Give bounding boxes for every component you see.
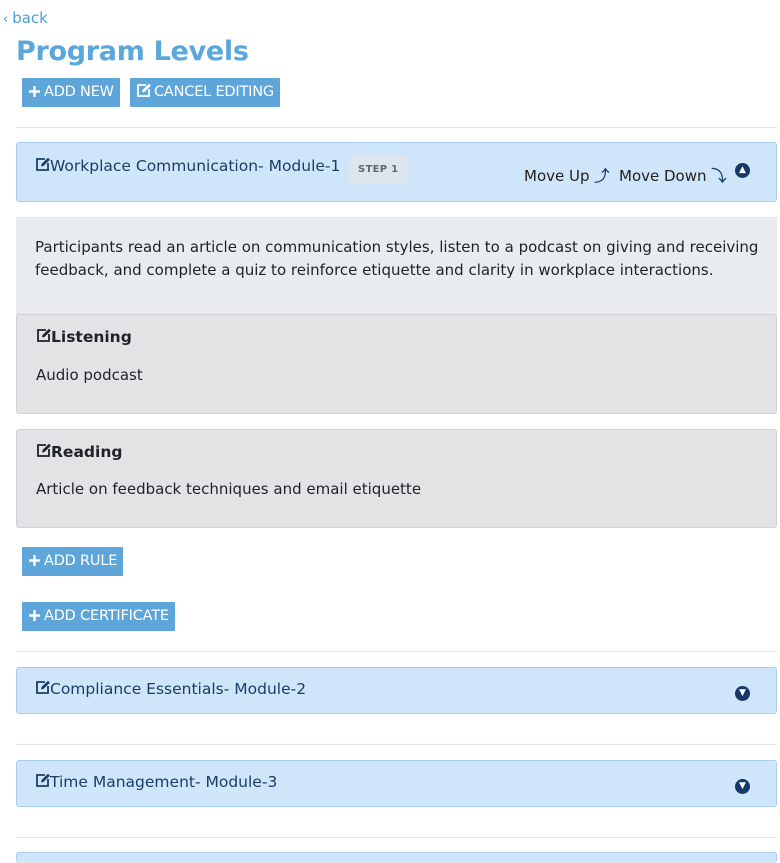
rule-title-label: Reading xyxy=(51,443,123,461)
chevron-up-circle-icon[interactable]: ▲ xyxy=(735,163,750,178)
edit-icon[interactable] xyxy=(36,443,51,462)
add-certificate-button[interactable] xyxy=(22,602,175,631)
edit-icon[interactable] xyxy=(36,328,51,347)
chevron-down-circle-icon[interactable]: ▼ xyxy=(735,686,750,701)
rule-title[interactable] xyxy=(36,443,122,462)
divider xyxy=(16,127,777,128)
back-label: back xyxy=(12,9,48,27)
rule-title[interactable] xyxy=(36,328,132,347)
edit-icon[interactable] xyxy=(35,157,50,176)
module-body-1 xyxy=(16,217,777,315)
rule-card-reading xyxy=(16,429,777,528)
module-title-1[interactable] xyxy=(35,157,340,176)
module-header-3[interactable] xyxy=(16,760,777,807)
plus-icon xyxy=(28,604,41,633)
arrow-up-icon: ⤴ xyxy=(594,167,610,185)
module-title-label: Workplace Communication- Module-1 xyxy=(50,157,341,175)
divider xyxy=(16,837,777,838)
edit-icon[interactable] xyxy=(35,680,50,699)
divider xyxy=(16,651,777,652)
back-link[interactable] xyxy=(3,9,48,27)
rule-card-listening xyxy=(16,314,777,414)
move-up-button[interactable] xyxy=(524,165,609,186)
add-rule-label: ADD RULE xyxy=(44,553,118,569)
rule-detail: Audio podcast xyxy=(36,366,143,384)
module-title-label: Time Management- Module-3 xyxy=(50,773,278,791)
add-new-button[interactable] xyxy=(22,78,120,107)
module-header-2[interactable] xyxy=(16,667,777,714)
module-title-2[interactable] xyxy=(35,680,306,699)
rule-title-label: Listening xyxy=(51,328,132,346)
page-title: Program Levels xyxy=(16,36,249,67)
add-new-label: ADD NEW xyxy=(44,84,114,100)
arrow-down-icon: ⤵ xyxy=(711,167,727,185)
move-down-label: Move Down xyxy=(619,167,707,185)
edit-icon xyxy=(136,80,151,109)
cancel-editing-button[interactable] xyxy=(130,78,280,107)
rule-detail: Article on feedback techniques and email etiquette xyxy=(36,480,422,498)
move-down-button[interactable] xyxy=(619,165,726,186)
step-badge: STEP 1 xyxy=(349,155,407,184)
module-header-1[interactable] xyxy=(16,142,777,202)
add-certificate-label: ADD CERTIFICATE xyxy=(44,608,169,624)
move-up-label: Move Up xyxy=(524,167,590,185)
plus-icon xyxy=(28,80,41,109)
module-title-label: Compliance Essentials- Module-2 xyxy=(50,680,307,698)
module-header-4-partial[interactable] xyxy=(16,852,777,863)
module-description: Participants read an article on communication styles, listen to a podcast on giving and receiving feedback, and complete a quiz to reinforce etiquette and clarity in workplace interactions. xyxy=(35,238,759,279)
module-title-3[interactable] xyxy=(35,773,277,792)
edit-icon[interactable] xyxy=(35,773,50,792)
chevron-left-icon: ‹ xyxy=(3,12,9,27)
cancel-editing-label: CANCEL EDITING xyxy=(154,84,274,100)
add-rule-button[interactable] xyxy=(22,547,123,576)
divider xyxy=(16,744,777,745)
chevron-down-circle-icon[interactable]: ▼ xyxy=(735,779,750,794)
plus-icon xyxy=(28,549,41,578)
